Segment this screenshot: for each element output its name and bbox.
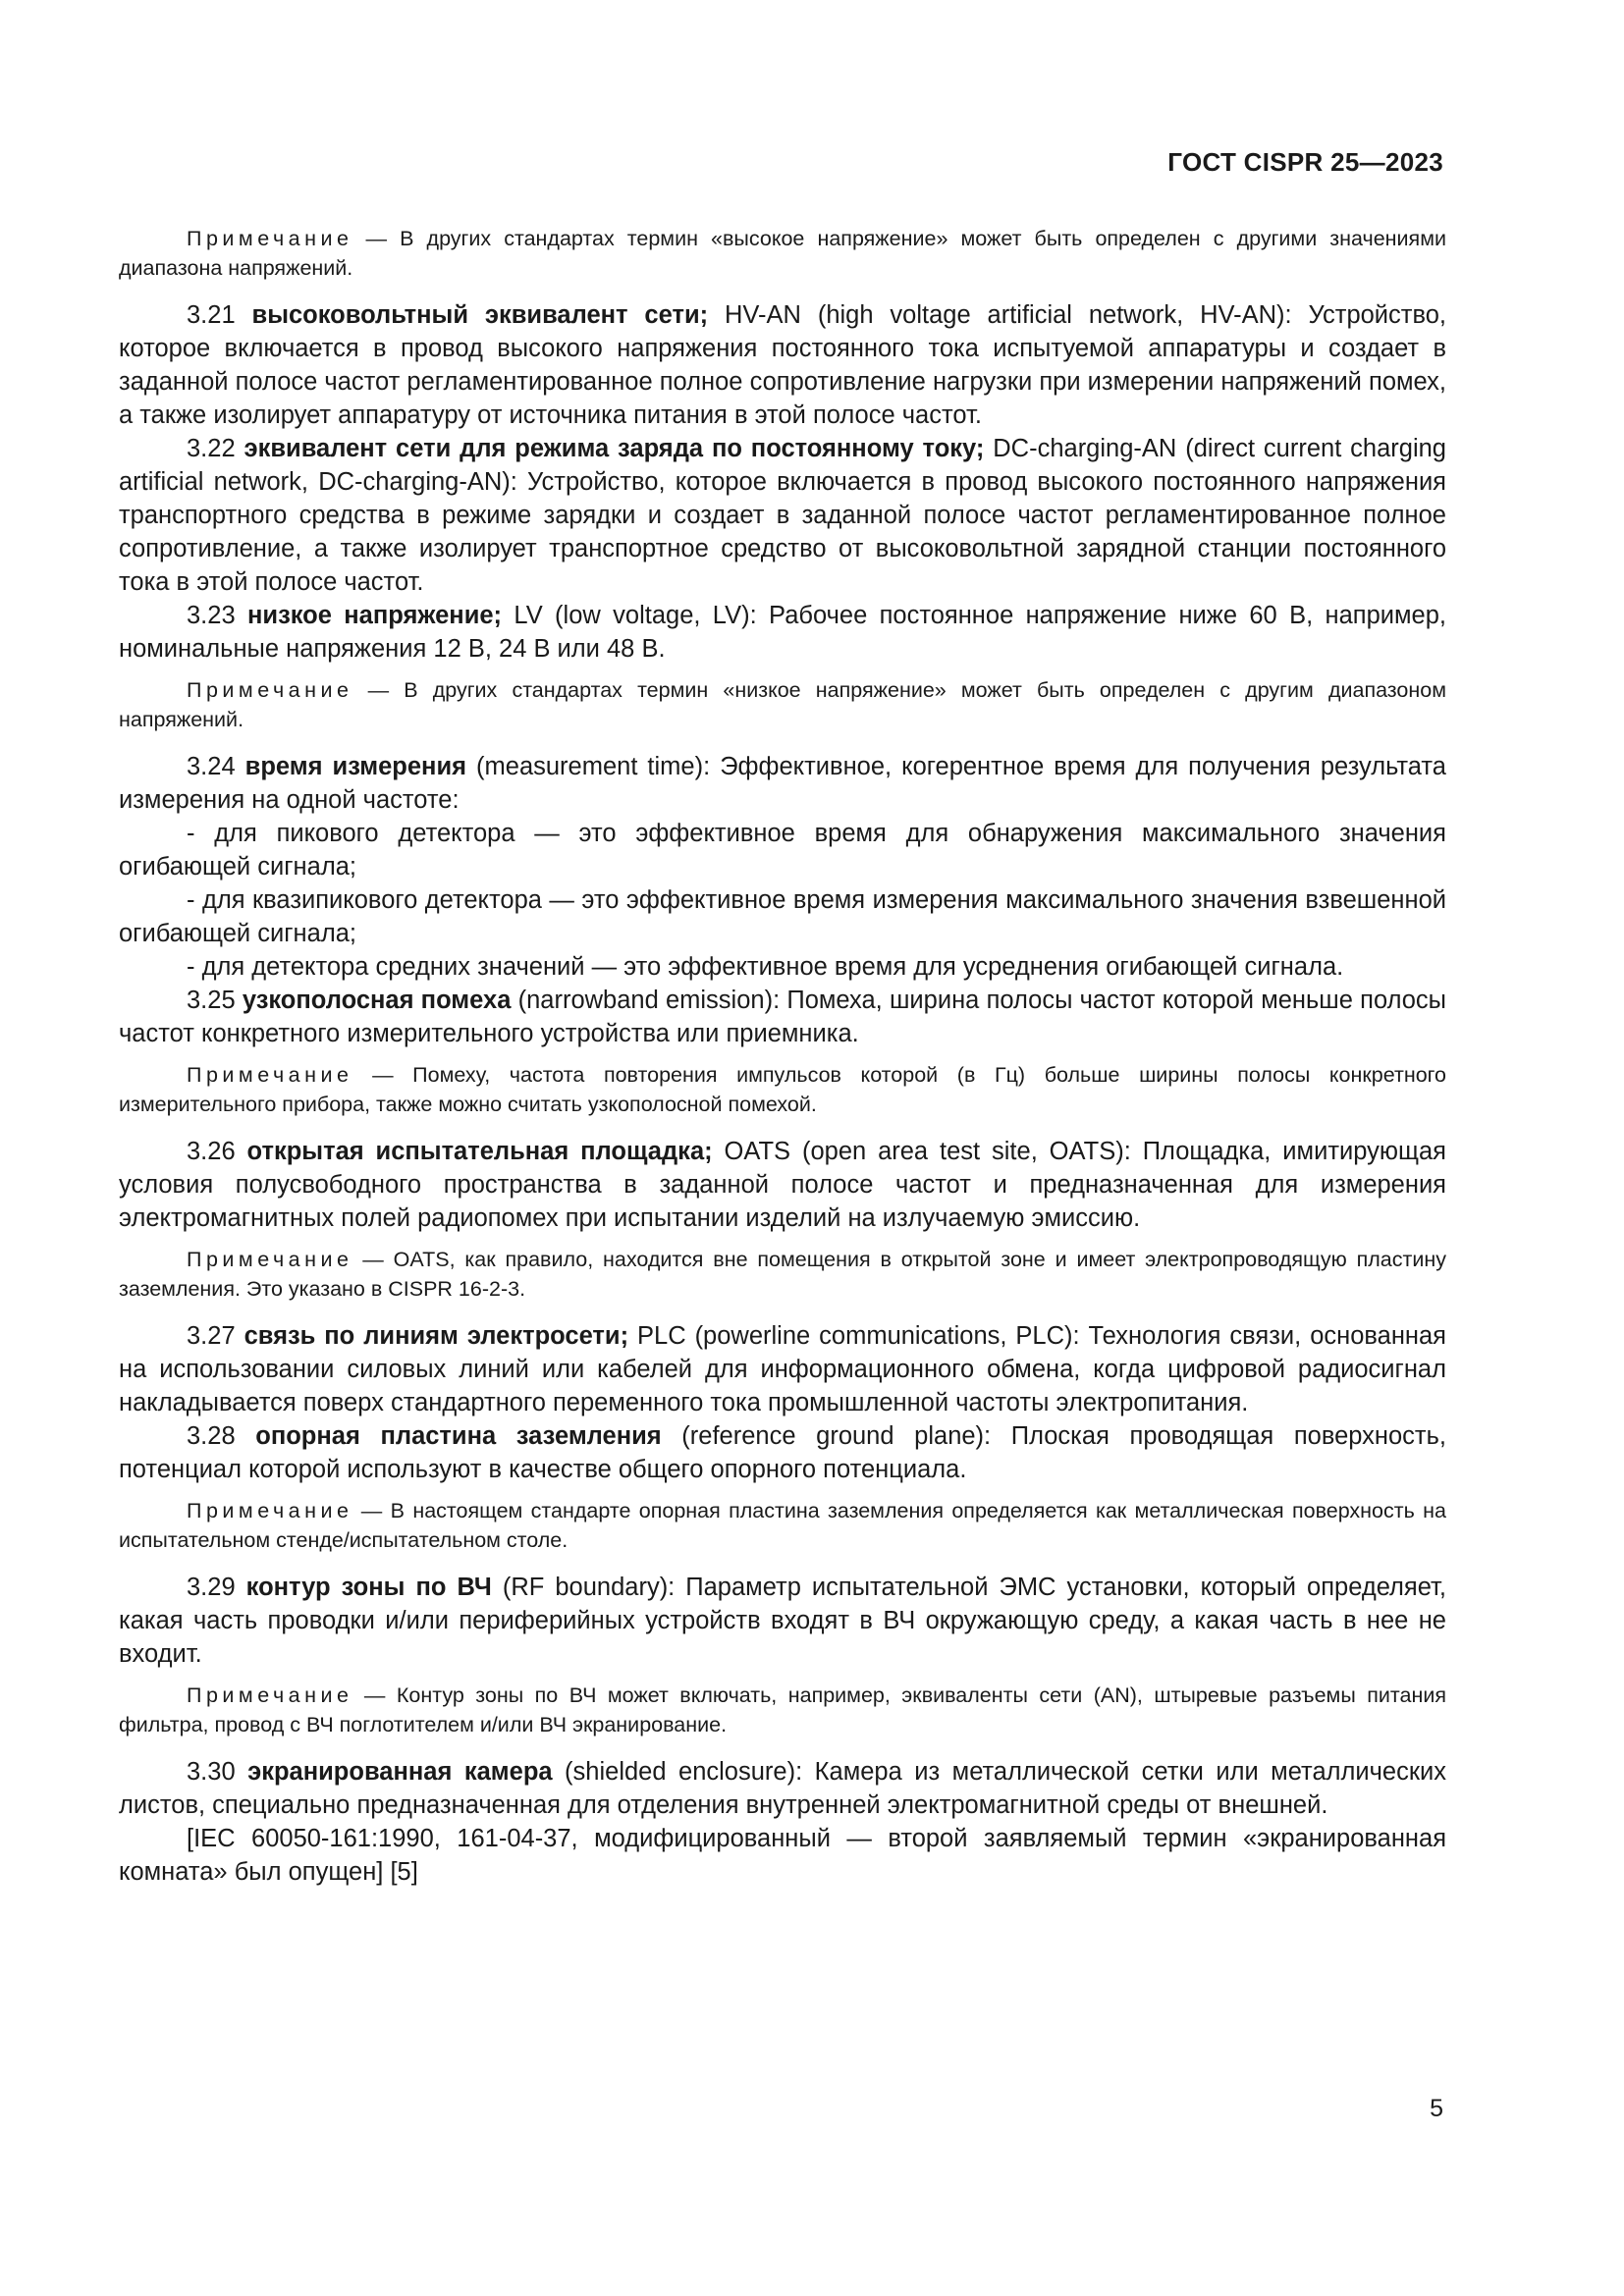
note-label: Примечание [187, 1063, 353, 1087]
term-definition: LV (low voltage, LV): Рабочее постоянное напряжение ниже 60 В, например, номинальные напряжения 12 В, 24 В или 48 В. [119, 602, 1446, 663]
term-number: 3.28 [187, 1422, 256, 1450]
term-3-29 [119, 1571, 1446, 1671]
term-definition: (narrowband emission): Помеха, ширина полосы частот которой меньше полосы частот конкретного измерительного устройства или приемника. [119, 987, 1446, 1047]
term-title: экранированная камера [247, 1758, 553, 1786]
term-3-24 [119, 750, 1446, 817]
note-high-voltage [119, 224, 1446, 283]
term-3-23 [119, 599, 1446, 666]
term-title: связь по линиям электросети; [244, 1322, 629, 1350]
term-3-22 [119, 432, 1446, 599]
term-definition: OATS (open area test site, OATS): Площадка, имитирующая условия полусвободного пространства в заданной полосе частот и предназначенная для измерения электромагнитных полей радиопомех при испытании изделий на излучаемую эмиссию. [119, 1138, 1446, 1232]
term-3-21 [119, 298, 1446, 432]
note-oats [119, 1245, 1446, 1304]
note-narrowband [119, 1060, 1446, 1119]
term-title: низкое напряжение; [246, 602, 503, 629]
term-definition: PLC (powerline communications, PLC): Технология связи, основанная на использовании силовых линий или кабелей для информационного обмена, когда цифровой радиосигнал накладывается поверх стандартного переменного тока промышленной частоты электропитания. [119, 1322, 1446, 1416]
term-number: 3.26 [187, 1138, 247, 1165]
term-title: время измерения [244, 753, 466, 780]
note-text: — В настоящем стандарте опорная пластина заземления определяется как металлическая поверхность на испытательном стенде/испытательном столе. [119, 1499, 1446, 1552]
note-text: — Контур зоны по ВЧ может включать, например, эквиваленты сети (AN), штыревые разъемы питания фильтра, провод с ВЧ поглотителем и/или ВЧ экранирование. [119, 1683, 1446, 1736]
note-label: Примечание [187, 227, 353, 250]
note-text: — В других стандартах термин «низкое напряжение» может быть определен с другим диапазоном напряжений. [119, 678, 1446, 731]
term-title: опорная пластина заземления [255, 1422, 662, 1450]
term-number: 3.25 [187, 987, 243, 1014]
term-title: эквивалент сети для режима заряда по постоянному току; [244, 435, 985, 462]
term-3-27 [119, 1319, 1446, 1419]
source-reference: [IEC 60050-161:1990, 161-04-37, модифицированный — второй заявляемый термин «экранированная комната» был опущен] [5] [119, 1825, 1446, 1886]
term-definition: HV-AN (high voltage artificial network, HV-AN): Устройство, которое включается в провод высокого напряжения постоянного тока испытуемой аппаратуры и создает в заданной полосе частот регламентированное полное сопротивление нагрузки при измерении напряжений помех, а также изолирует аппаратуру от источника питания в этой полосе частот. [119, 301, 1447, 429]
note-reference-ground-plane [119, 1496, 1446, 1555]
term-3-25 [119, 984, 1446, 1050]
term-number: 3.29 [187, 1574, 246, 1601]
term-number: 3.22 [187, 435, 244, 462]
term-number: 3.27 [187, 1322, 244, 1350]
term-title: контур зоны по ВЧ [245, 1574, 492, 1601]
note-text: — OATS, как правило, находится вне помещения в открытой зоне и имеет электропроводящую пластину заземления. Это указано в CISPR 16-2-3. [119, 1248, 1446, 1301]
term-number: 3.23 [187, 602, 247, 629]
page-number: 5 [1430, 2095, 1443, 2122]
note-rf-boundary [119, 1681, 1446, 1739]
note-text: — В других стандартах термин «высокое напряжение» может быть определен с другими значениями диапазона напряжений. [119, 227, 1446, 280]
term-definition: (RF boundary): Параметр испытательной ЭМС установки, который определяет, какая часть проводки и/или периферийных устройств входят в ВЧ окружающую среду, а какая часть в нее не входит. [119, 1574, 1446, 1668]
note-label: Примечание [187, 1499, 353, 1522]
term-title: высоковольтный эквивалент сети; [251, 301, 709, 329]
note-low-voltage [119, 675, 1446, 734]
term-definition: (measurement time): Эффективное, когерентное время для получения результата измерения на одной частоте: [119, 753, 1446, 814]
term-title: узкополосная помеха [242, 987, 512, 1014]
term-3-28 [119, 1419, 1446, 1486]
note-label: Примечание [187, 678, 353, 702]
term-definition: DC-charging-AN (direct current charging artificial network, DC-charging-AN): Устройство, которое включается в провод высокого постоянного напряжения транспортного средства в режиме зарядки и создает в заданной полосе частот регламентированное полное сопротивление, а также изолирует транспортное средство от высоковольтной зарядной станции постоянного тока в этой полосе частот. [119, 435, 1446, 596]
document-code-header: ГОСТ CISPR 25—2023 [1167, 147, 1443, 177]
term-3-26 [119, 1135, 1446, 1235]
term-definition: (shielded enclosure): Камера из металлической сетки или металлических листов, специально предназначенная для отделения внутренней электромагнитной среды от внешней. [119, 1758, 1446, 1819]
term-number: 3.21 [187, 301, 252, 329]
term-3-30 [119, 1755, 1446, 1822]
page-content [119, 224, 1446, 1889]
list-item-quasi-peak-detector: - для квазипикового детектора — это эффективное время измерения максимального значения взвешенной огибающей сигнала; [119, 886, 1446, 947]
term-title: открытая испытательная площадка; [246, 1138, 713, 1165]
term-definition: (reference ground plane): Плоская проводящая поверхность, потенциал которой используют в качестве общего опорного потенциала. [119, 1422, 1446, 1483]
term-number: 3.30 [187, 1758, 248, 1786]
term-number: 3.24 [187, 753, 245, 780]
list-item-average-detector: - для детектора средних значений — это эффективное время для усреднения огибающей сигнала. [187, 953, 1344, 981]
list-item-peak-detector: - для пикового детектора — это эффективное время для обнаружения максимального значения огибающей сигнала; [119, 820, 1446, 881]
note-label: Примечание [187, 1683, 353, 1707]
note-label: Примечание [187, 1248, 353, 1271]
note-text: — Помеху, частота повторения импульсов которой (в Гц) больше ширины полосы конкретного измерительного прибора, также можно считать узкополосной помехой. [119, 1063, 1446, 1116]
